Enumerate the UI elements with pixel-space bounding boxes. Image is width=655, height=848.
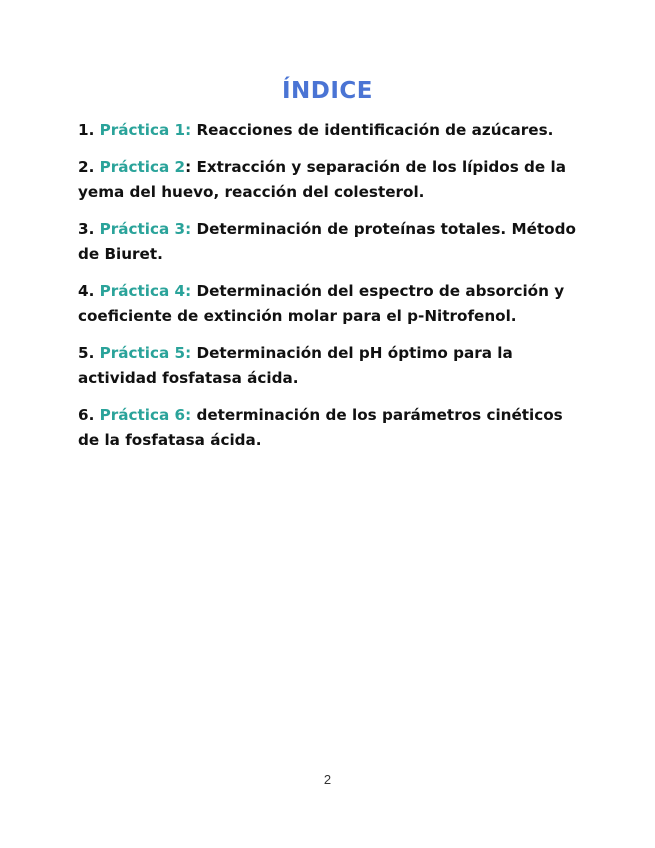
page-title: ÍNDICE: [281, 78, 374, 104]
page-number: 2: [323, 772, 332, 787]
toc-item-number: 4.: [78, 282, 95, 300]
toc-item-number: 6.: [78, 406, 95, 424]
toc-item-text: Determinación del espectro de absorción y coeficiente de extinción molar para el p-Nitrofenol.: [78, 282, 565, 325]
toc-item-1: [78, 118, 583, 143]
toc-item-practice-label: Práctica 4:: [99, 282, 192, 300]
toc-item-practice-label: Práctica 5:: [99, 344, 192, 362]
toc-item-2: [78, 155, 583, 205]
toc-item-number: 1.: [78, 121, 95, 139]
toc-item-practice-label: Práctica 3:: [99, 220, 192, 238]
toc-item-text: Reacciones de identificación de azúcares.: [196, 121, 554, 139]
toc-item-text: Extracción y separación de los lípidos de la yema del huevo, reacción del colesterol.: [78, 158, 566, 201]
toc-item-practice-label: Práctica 6:: [99, 406, 192, 424]
toc-item-practice-label: Práctica 1:: [99, 121, 192, 139]
toc-item-text: determinación de los parámetros cinéticos de la fosfatasa ácida.: [78, 406, 563, 449]
toc-item-5: [78, 341, 583, 391]
toc-item-separator: :: [185, 158, 197, 176]
toc-item-4: [78, 279, 583, 329]
toc-item-number: 2.: [78, 158, 95, 176]
toc-item-number: 5.: [78, 344, 95, 362]
toc-item-3: [78, 217, 583, 267]
toc-item-6: [78, 403, 583, 453]
toc-item-number: 3.: [78, 220, 95, 238]
table-of-contents: [78, 118, 583, 465]
toc-item-practice-label: Práctica 2: [99, 158, 186, 176]
toc-item-text: Determinación de proteínas totales. Método de Biuret.: [78, 220, 576, 263]
toc-item-text: Determinación del pH óptimo para la actividad fosfatasa ácida.: [78, 344, 513, 387]
